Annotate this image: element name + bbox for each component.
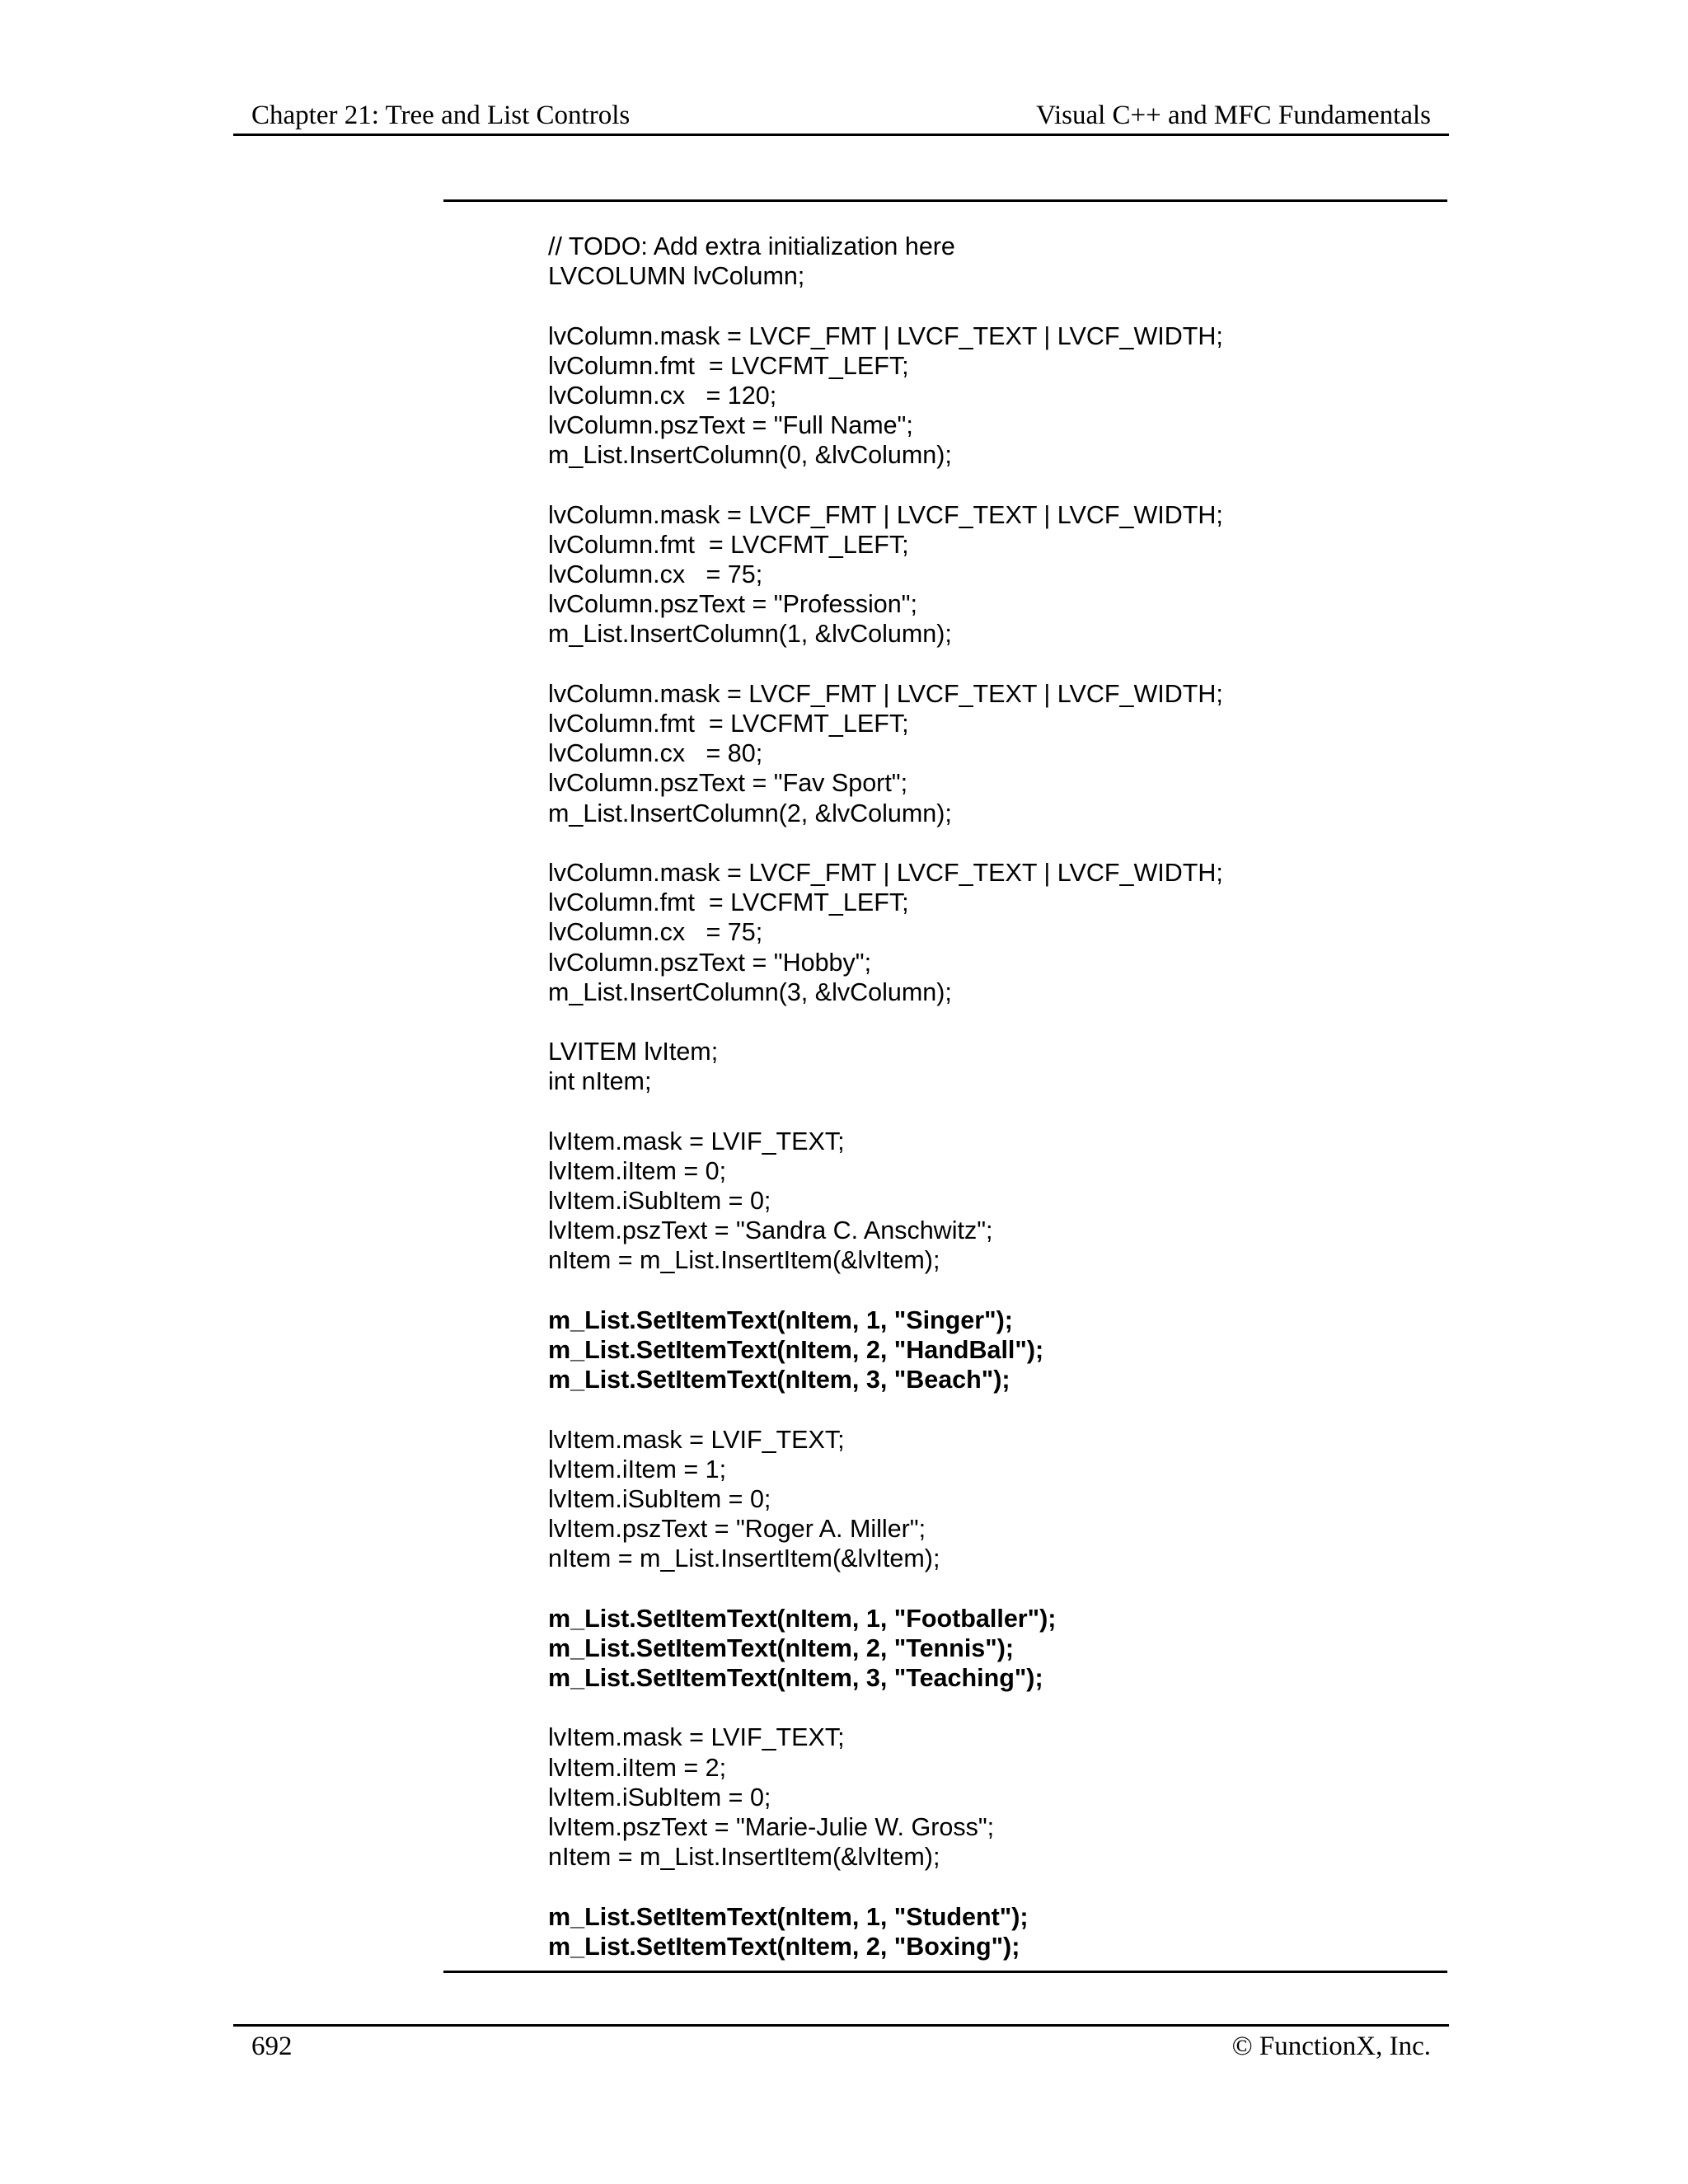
blank-line [548, 1573, 1223, 1603]
code-line: nItem = m_List.InsertItem(&lvItem); [548, 1246, 940, 1275]
code-line: m_List.SetItemText(nItem, 2, "Boxing"); [548, 1932, 1020, 1961]
code-line: lvColumn.cx = 75; [548, 560, 763, 589]
code-line: nItem = m_List.InsertItem(&lvItem); [548, 1544, 940, 1573]
code-line: lvItem.iSubItem = 0; [548, 1783, 771, 1811]
code-line: lvColumn.cx = 120; [548, 381, 777, 410]
code-line: lvItem.iItem = 1; [548, 1455, 727, 1483]
code-line: nItem = m_List.InsertItem(&lvItem); [548, 1843, 940, 1872]
code-line: lvColumn.mask = LVCF_FMT | LVCF_TEXT | LVCF_WIDTH; [548, 500, 1223, 529]
code-line: m_List.InsertColumn(1, &lvColumn); [548, 620, 952, 649]
code-line: m_List.SetItemText(nItem, 1, "Singer"); [548, 1305, 1013, 1334]
blank-line [548, 828, 1223, 858]
code-line: m_List.SetItemText(nItem, 3, "Teaching"); [548, 1664, 1043, 1692]
code-line: m_List.SetItemText(nItem, 2, "HandBall"); [548, 1335, 1044, 1364]
code-line: lvColumn.fmt = LVCFMT_LEFT; [548, 530, 909, 559]
code-line: LVITEM lvItem; [548, 1038, 719, 1066]
code-line: lvColumn.pszText = "Hobby"; [548, 948, 872, 977]
code-line: lvItem.mask = LVIF_TEXT; [548, 1425, 845, 1454]
code-line: lvColumn.mask = LVCF_FMT | LVCF_TEXT | LVCF_WIDTH; [548, 321, 1223, 350]
code-line: lvItem.iSubItem = 0; [548, 1484, 771, 1513]
blank-line [548, 1276, 1223, 1305]
copyright-notice: © FunctionX, Inc. [1231, 2032, 1431, 2061]
code-line: int nItem; [548, 1067, 652, 1096]
code-line: m_List.SetItemText(nItem, 1, "Footballer"); [548, 1604, 1057, 1633]
code-line: lvItem.pszText = "Roger A. Miller"; [548, 1515, 926, 1544]
blank-line [548, 1693, 1223, 1722]
code-line: lvColumn.pszText = "Profession"; [548, 590, 917, 619]
code-line: m_List.InsertColumn(2, &lvColumn); [548, 799, 952, 827]
blank-line [548, 1096, 1223, 1126]
code-line: m_List.InsertColumn(3, &lvColumn); [548, 977, 952, 1006]
code-line: lvItem.iItem = 0; [548, 1156, 727, 1185]
code-line: lvColumn.pszText = "Full Name"; [548, 411, 913, 440]
code-listing [443, 199, 1447, 1973]
code-lines [548, 232, 1223, 1961]
page-number: 692 [251, 2032, 293, 2061]
code-line: lvColumn.fmt = LVCFMT_LEFT; [548, 710, 909, 738]
book-title: Visual C++ and MFC Fundamentals [1036, 101, 1431, 130]
code-line: lvItem.mask = LVIF_TEXT; [548, 1127, 845, 1155]
page-footer [233, 2024, 1449, 2066]
code-line: lvColumn.cx = 75; [548, 918, 763, 947]
code-line: m_List.SetItemText(nItem, 3, "Beach"); [548, 1366, 1010, 1394]
page-header [233, 97, 1449, 136]
code-line: m_List.SetItemText(nItem, 2, "Tennis"); [548, 1633, 1015, 1662]
chapter-title: Chapter 21: Tree and List Controls [251, 101, 631, 130]
code-line: lvItem.mask = LVIF_TEXT; [548, 1723, 845, 1752]
code-line: lvColumn.fmt = LVCFMT_LEFT; [548, 888, 909, 917]
code-line: lvColumn.cx = 80; [548, 739, 763, 768]
code-line: lvColumn.pszText = "Fav Sport"; [548, 769, 908, 798]
blank-line [548, 649, 1223, 679]
code-line: // TODO: Add extra initialization here [548, 232, 955, 260]
code-line: LVCOLUMN lvColumn; [548, 262, 805, 291]
code-line: lvColumn.mask = LVCF_FMT | LVCF_TEXT | LVCF_WIDTH; [548, 679, 1223, 708]
code-line: lvItem.iSubItem = 0; [548, 1187, 771, 1215]
blank-line [548, 1007, 1223, 1037]
blank-line [548, 1872, 1223, 1901]
code-line: lvColumn.mask = LVCF_FMT | LVCF_TEXT | LVCF_WIDTH; [548, 858, 1223, 887]
code-line: lvItem.pszText = "Marie-Julie W. Gross"; [548, 1812, 995, 1841]
code-line: lvItem.iItem = 2; [548, 1753, 727, 1782]
code-line: m_List.SetItemText(nItem, 1, "Student"); [548, 1902, 1029, 1931]
blank-line [548, 1394, 1223, 1424]
blank-line [548, 291, 1223, 321]
code-line: lvItem.pszText = "Sandra C. Anschwitz"; [548, 1216, 993, 1245]
code-line: m_List.InsertColumn(0, &lvColumn); [548, 441, 952, 470]
blank-line [548, 471, 1223, 500]
code-line: lvColumn.fmt = LVCFMT_LEFT; [548, 351, 909, 380]
